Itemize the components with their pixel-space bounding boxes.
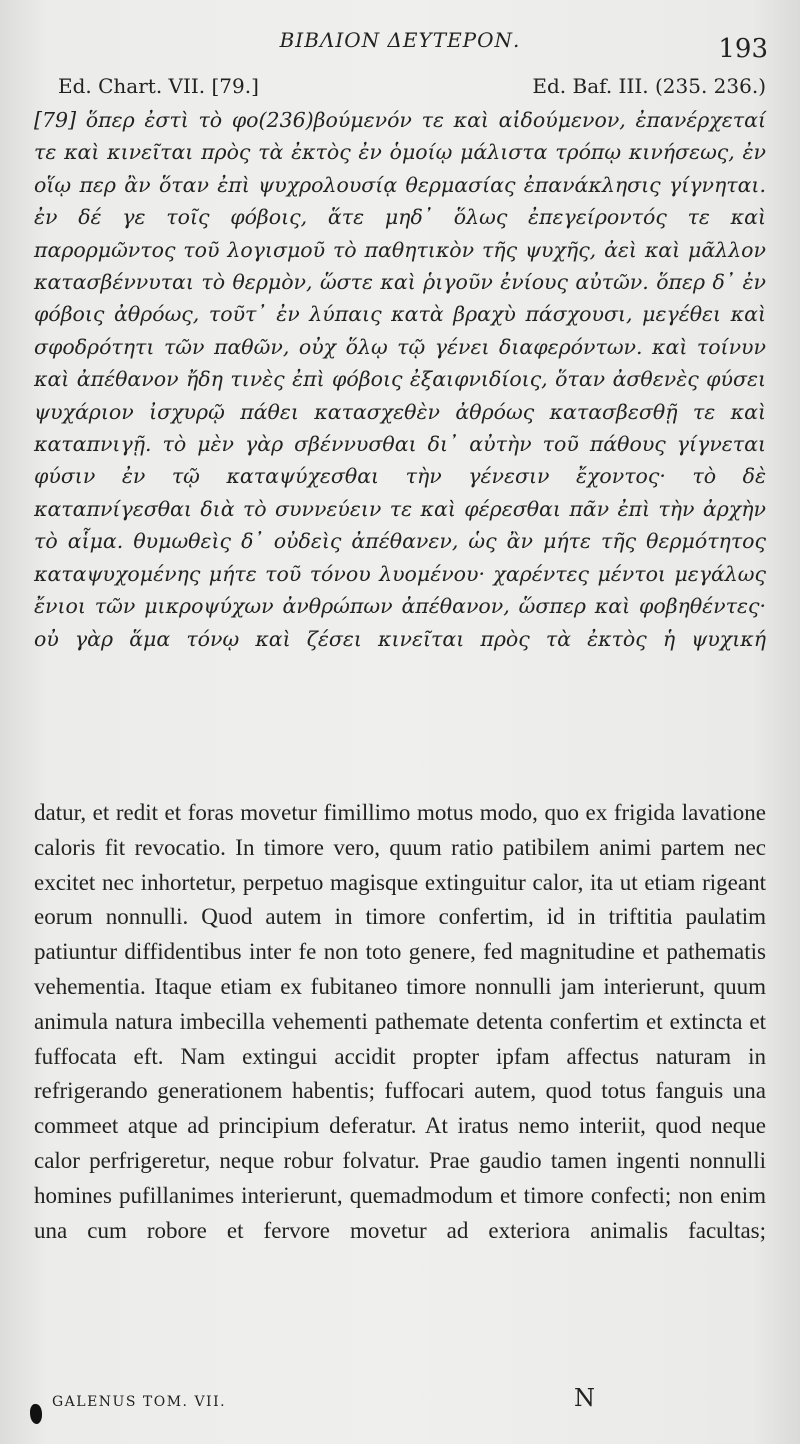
edition-reference-right: Ed. Baf. III. (235. 236.) <box>532 74 766 98</box>
latin-text-block: datur, et redit et foras movetur fimillimo motus modo, quo ex frigida lavatione caloris fit revocatio. In timore vero, quum ratio patibilem animi partem nec excitet nec inhortetur, perpetuo magisque extinguitur calor, ita ut etiam rigeant eorum nonnulli. Quod autem in timore confertim, id in triftitia paulatim patiuntur diffidentibus inter fe non toto genere, fed magnitudine et pathematis vehementia. Itaque etiam ex fubitaneo timore nonnulli jam interierunt, quum animula natura imbecilla vehementi pathemate detenta confertim et extincta et fuffocata eft. Nam extingui accidit propter ipfam affectus naturam in refrigerando generationem habentis; fuffocari autem, quod totus fanguis una commeet atque ad principium deferatur. At iratus nemo interiit, quod neque calor perfrigeretur, neque robur folvatur. Prae gaudio tamen ingenti nonnulli homines pufillanimes interierunt, quemadmodum et timore confecti; non enim una cum robore et fervore movetur ad exteriora animalis facultas; <box>34 800 766 1243</box>
greek-text-block: [79] ὅπερ ἐστὶ τὸ φο(236)βούμενόν τε καὶ αἰδούμενον, ἐπανέρχεταί τε καὶ κινεῖται πρὸς τὰ ἐκτὸς ἐν ὁμοίῳ μάλιστα τρόπῳ κινήσεως, ἐν οἵῳ περ ἂν ὅταν ἐπὶ ψυχρολουσίᾳ θερμασίας ἐπανάκλησις γίγνηται. ἐν δέ γε τοῖς φόβοις, ἅτε μηδ᾽ ὅλως ἐπεγείροντός τε καὶ παρορμῶντος τοῦ λογισμοῦ τὸ παθητικὸν τῆς ψυχῆς, ἀεὶ καὶ μᾶλλον κατασβέννυται τὸ θερμὸν, ὥστε καὶ ῥιγοῦν ἐνίους αὐτῶν. ὅπερ δ᾽ ἐν φόβοις ἀθρόως, τοῦτ᾽ ἐν λύπαις κατὰ βραχὺ πάσχουσι, μεγέθει καὶ σφοδρότητι τῶν παθῶν, οὐχ ὅλῳ τῷ γένει διαφερόντων. καὶ τοίνυν καὶ ἀπέθανον ἤδη τινὲς ἐπὶ φόβοις ἐξαιφνιδίοις, ὅταν ἀσθενὲς φύσει ψυχάριον ἰσχυρῷ πάθει κατασχεθὲν ἀθρόως κατασβεσθῇ τε καὶ καταπνιγῇ. τὸ μὲν γὰρ σβέννυσθαι δι᾽ αὐτὴν τοῦ πάθους γίγνεται φύσιν ἐν τῷ καταψύχεσθαι τὴν γένεσιν ἔχοντος· τὸ δὲ καταπνίγεσθαι διὰ τὸ συννεύειν τε καὶ φέρεσθαι πᾶν ἐπὶ τὴν ἀρχὴν τὸ αἷμα. θυμωθεὶς δ᾽ οὐδεὶς ἀπέθανεν, ὡς ἂν μήτε τῆς θερμότητος καταψυχομένης μήτε τοῦ τόνου λυομένου· χαρέντες μέντοι μεγάλως ἔνιοι τῶν μικροψύχων ἀνθρώπων ἀπέθανον, ὥσπερ καὶ φοβηθέντες· οὐ γὰρ ἅμα τόνῳ καὶ ζέσει κινεῖται πρὸς τὰ ἐκτὸς ἡ ψυχική <box>34 108 766 651</box>
footer-signature: GALENUS TOM. VII. <box>52 1394 227 1410</box>
ink-blot <box>30 1404 42 1424</box>
page-number: 193 <box>718 34 768 64</box>
running-title: ΒΙΒΛΙΟΝ ΔΕΥΤΕΡΟΝ. <box>279 28 521 52</box>
footer-signature-mark: N <box>574 1384 595 1412</box>
edition-reference-left: Ed. Chart. VII. [79.] <box>58 74 259 98</box>
